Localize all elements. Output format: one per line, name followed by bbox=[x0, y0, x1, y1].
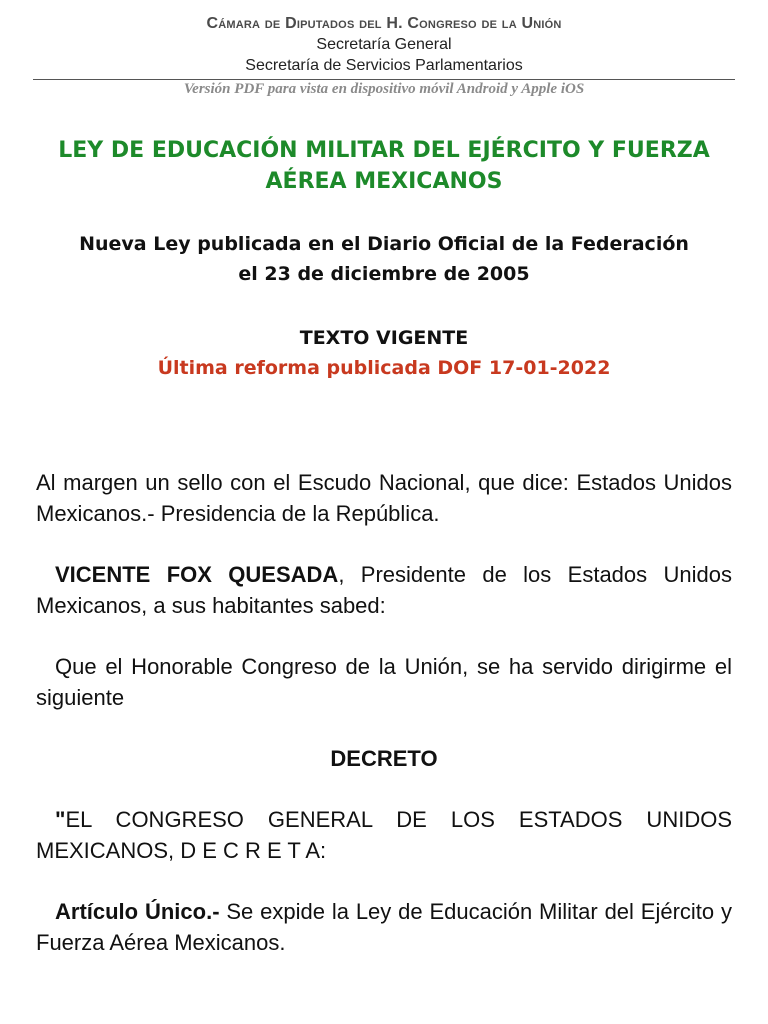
paragraph-article-text: Se expide la Ley de Educación Militar del Ejército y Fuerza Aérea Mexicanos. bbox=[36, 899, 733, 955]
paragraph-article bbox=[36, 896, 732, 958]
paragraph-decreta-text: EL CONGRESO GENERAL DE LOS ESTADOS UNIDOS MEXICANOS, D E C R E T A: bbox=[36, 807, 732, 863]
publication-note: Nueva Ley publicada en el Diario Oficial de la Federación el 23 de diciembre de 2005 bbox=[79, 233, 689, 285]
paragraph-decreta bbox=[36, 804, 732, 866]
article-label: Artículo Único.- bbox=[55, 899, 220, 924]
president-name: VICENTE FOX QUESADA bbox=[55, 562, 339, 587]
paragraph-seal: Al margen un sello con el Escudo Nacional, que dice: Estados Unidos Mexicanos.- Presidencia de la República. bbox=[36, 470, 732, 526]
law-title: LEY DE EDUCACIÓN MILITAR DEL EJÉRCITO Y FUERZA AÉREA MEXICANOS bbox=[58, 138, 710, 194]
chamber-name: Cámara de Diputados del H. Congreso de la Unión bbox=[206, 15, 562, 32]
last-reform: Última reforma publicada DOF 17-01-2022 bbox=[157, 357, 611, 379]
text-status: TEXTO VIGENTE bbox=[299, 327, 469, 349]
paragraph-president bbox=[36, 559, 732, 621]
secretaria-servicios: Secretaría de Servicios Parlamentarios bbox=[245, 57, 523, 74]
decreto-heading: DECRETO bbox=[330, 746, 438, 771]
paragraph-president-text: , Presidente de los Estados Unidos Mexicanos, a sus habitantes sabed: bbox=[36, 562, 732, 618]
document-header bbox=[0, 0, 768, 99]
paragraph-congress: Que el Honorable Congreso de la Unión, se ha servido dirigirme el siguiente bbox=[36, 654, 732, 710]
secretaria-general: Secretaría General bbox=[316, 36, 452, 53]
opening-quote: " bbox=[55, 807, 66, 832]
pdf-version-note: Versión PDF para vista en dispositivo móvil Android y Apple iOS bbox=[183, 81, 585, 97]
